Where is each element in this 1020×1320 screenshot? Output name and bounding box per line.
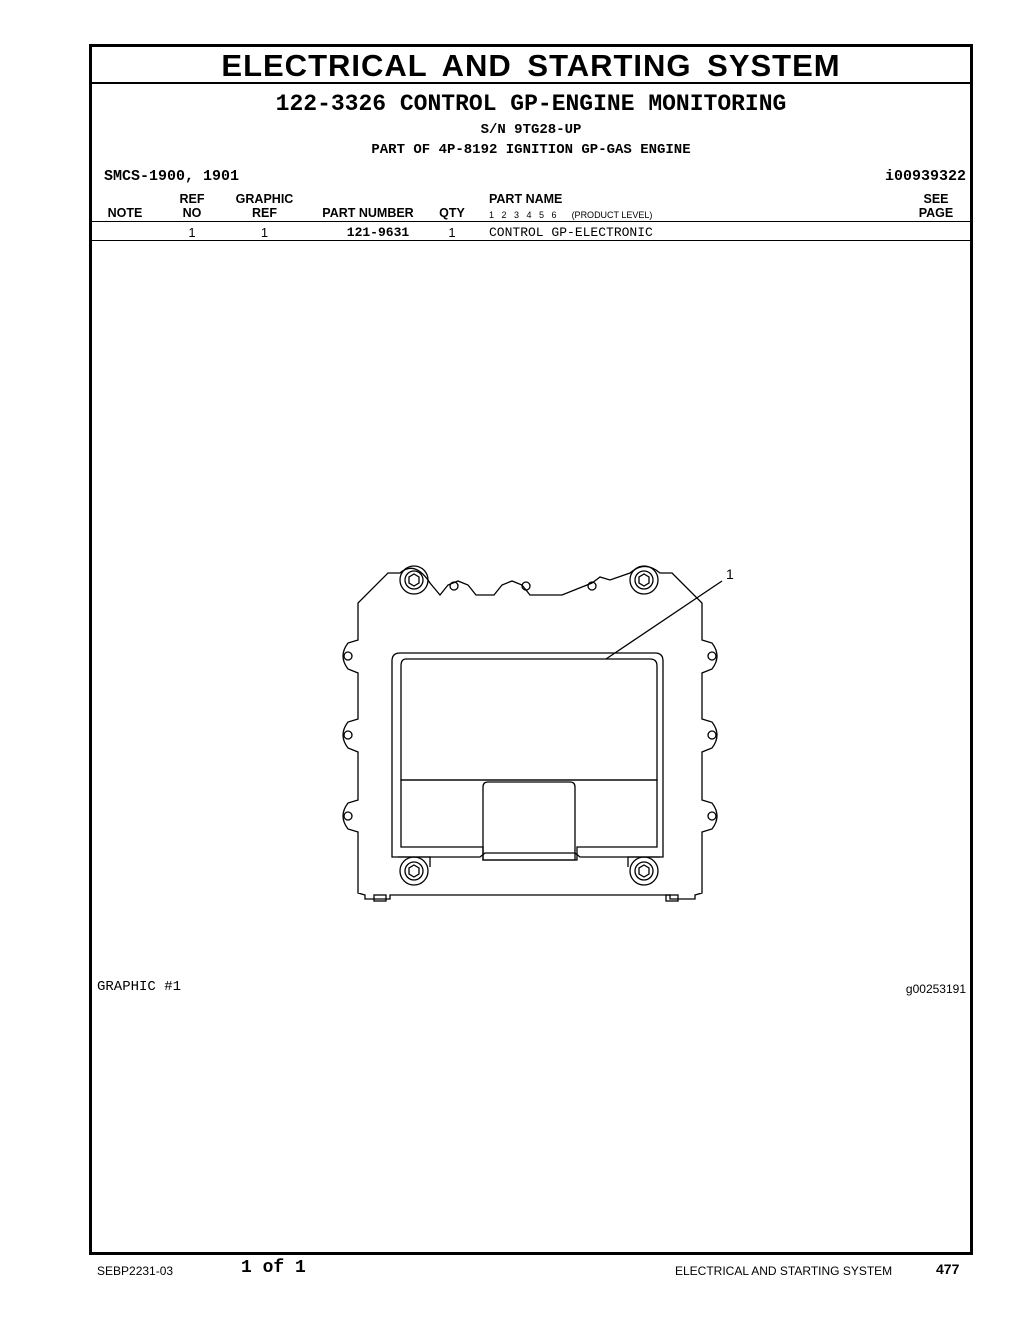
row-graphic-ref: 1: [260, 225, 269, 240]
document-code: SEBP2231-03: [97, 1264, 174, 1278]
part-of-line: PART OF 4P-8192 IGNITION GP-GAS ENGINE: [371, 142, 691, 158]
row-part-number[interactable]: 121-9631: [346, 225, 410, 240]
col-note: NOTE: [107, 206, 143, 220]
product-level-numbers: 1 2 3 4 5 6: [489, 210, 557, 220]
col-ref-bottom: NO: [182, 206, 202, 220]
callout-number: 1: [726, 566, 734, 582]
col-product-levels: [489, 210, 652, 220]
row-rule: [92, 240, 970, 241]
section-title: ELECTRICAL AND STARTING SYSTEM: [92, 47, 970, 84]
col-part-name: PART NAME: [489, 192, 563, 206]
row-part-name: CONTROL GP-ELECTRONIC: [489, 225, 653, 240]
header-rule: [92, 221, 970, 222]
col-part-number: PART NUMBER: [322, 206, 414, 220]
illustration-ref: i00939322: [884, 168, 966, 185]
group-title: 122-3326 CONTROL GP-ENGINE MONITORING: [275, 91, 787, 117]
page-number: 477: [936, 1261, 960, 1277]
product-level-label: (PRODUCT LEVEL): [571, 210, 653, 220]
col-see-bottom: PAGE: [918, 206, 954, 220]
graphic-id: g00253191: [905, 982, 966, 996]
page-of: 1 of 1: [241, 1258, 306, 1278]
control-module-drawing: [330, 555, 750, 915]
serial-number: S/N 9TG28-UP: [480, 122, 582, 138]
col-graphic-bottom: REF: [252, 206, 277, 220]
col-qty: QTY: [439, 206, 465, 220]
row-qty: 1: [448, 225, 456, 240]
col-ref-top: REF: [179, 192, 205, 206]
row-ref-no: 1: [188, 225, 196, 240]
col-graphic-top: GRAPHIC: [235, 192, 294, 206]
footer-section-title: ELECTRICAL AND STARTING SYSTEM: [675, 1264, 893, 1278]
col-see-top: SEE: [923, 192, 949, 206]
smcs-code: SMCS-1900, 1901: [104, 168, 240, 185]
graphic-label: GRAPHIC #1: [97, 979, 182, 995]
